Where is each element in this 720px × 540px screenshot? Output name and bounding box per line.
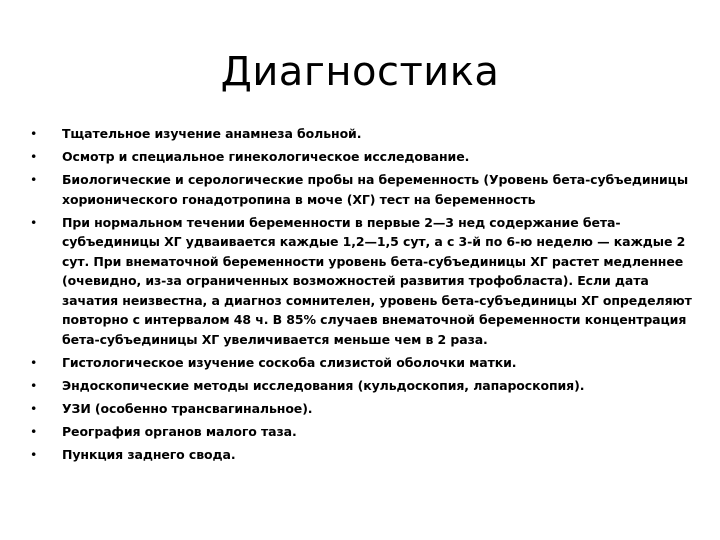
list-item-text: Биологические и серологические пробы на беременность (Уровень бета-субъединицы хорионического гонадотропина в моче (ХГ) тест на беременность <box>62 172 689 207</box>
list-item <box>30 399 696 419</box>
list-item-text: Осмотр и специальное гинекологическое исследование. <box>62 149 470 164</box>
list-item-text: Тщательное изучение анамнеза больной. <box>62 126 362 141</box>
list-item <box>30 376 696 396</box>
list-item <box>30 213 696 350</box>
list-item <box>30 445 696 465</box>
list-item <box>30 422 696 442</box>
bullet-icon: • <box>30 400 38 416</box>
list-item-text: При нормальном течении беременности в первые 2—3 нед содержание бета-субъединицы ХГ удваивается каждые 1,2—1,5 сут, а с 3-й по 6-ю неделю — каждые 2 сут. При внематочной беременности уровень бета-субъединицы ХГ растет медленнее (очевидно, из-за ограниченных возможностей развития трофобласта). Если дата зачатия неизвестна, а диагноз сомнителен, уровень бета-субъединицы ХГ определяют повторно с интервалом 48 ч. В 85% случаев внематочной беременности концентрация бета-субъединицы ХГ увеличивается меньше чем в 2 раза. <box>62 214 692 347</box>
list-item-text: Пункция заднего свода. <box>62 446 236 462</box>
bullet-icon: • <box>30 126 38 141</box>
bullet-icon: • <box>30 149 38 164</box>
bullet-icon: • <box>30 423 38 439</box>
list-item-text: УЗИ (особенно трансвагинальное). <box>62 400 313 416</box>
list-item-text: Гистологическое изучение соскоба слизистой оболочки матки. <box>62 354 517 370</box>
list-item <box>30 124 696 144</box>
bullet-icon: • <box>30 172 38 187</box>
bullet-icon: • <box>30 446 38 462</box>
list-item-text: Реография органов малого таза. <box>62 423 297 439</box>
list-item-text: Эндоскопические методы исследования (кульдоскопия, лапароскопия). <box>62 377 585 393</box>
list-item <box>30 353 696 373</box>
bullet-icon: • <box>30 354 38 370</box>
bullet-icon: • <box>30 377 38 393</box>
bullet-icon: • <box>30 214 38 230</box>
slide-title: Диагностика <box>220 49 500 95</box>
list-item <box>30 170 696 209</box>
bullet-list <box>30 124 696 468</box>
list-item <box>30 147 696 167</box>
